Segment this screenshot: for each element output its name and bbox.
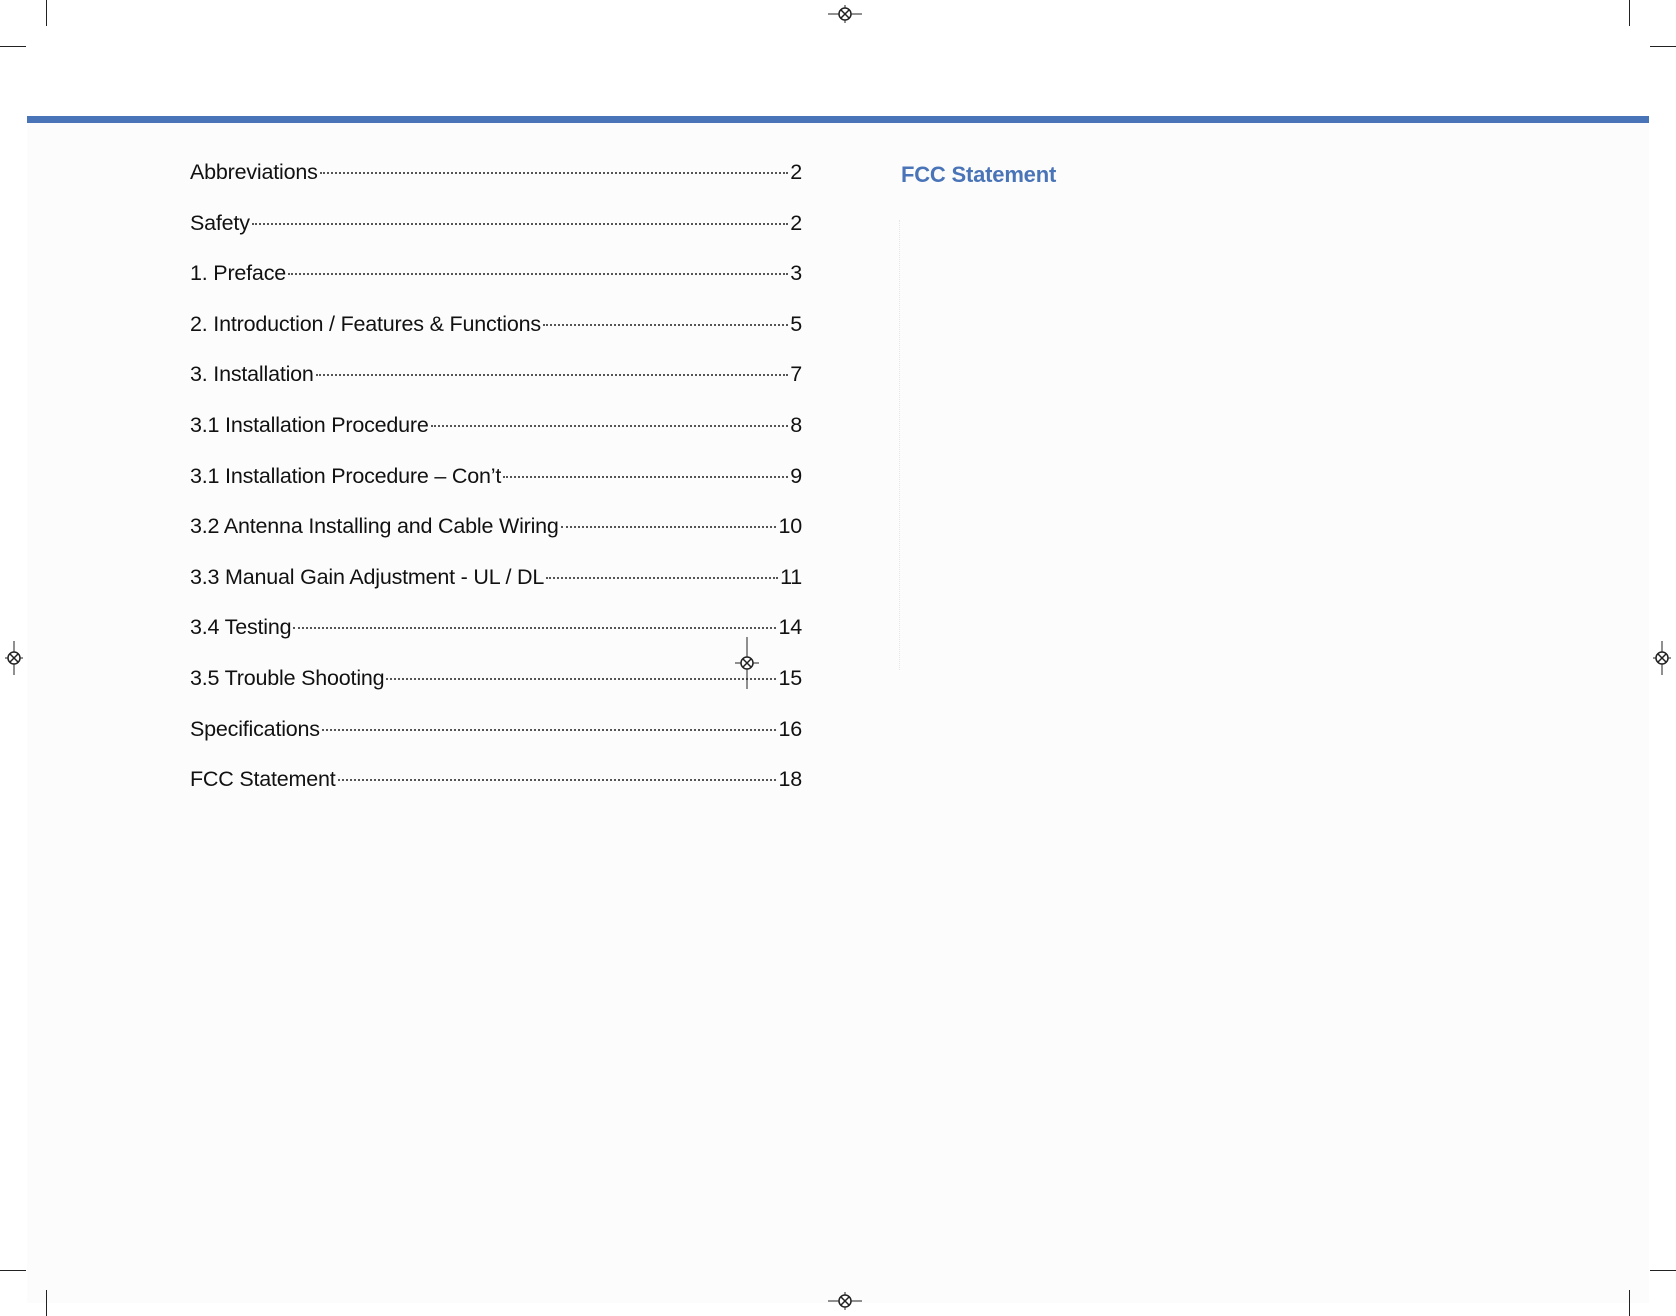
header-rule — [27, 116, 1649, 123]
table-of-contents — [190, 160, 802, 818]
toc-entry-title: FCC Statement — [190, 767, 336, 792]
crop-mark — [1629, 1290, 1630, 1316]
toc-entry[interactable] — [190, 514, 802, 565]
crop-mark — [1650, 46, 1676, 47]
crop-mark — [1629, 0, 1630, 26]
toc-entry[interactable] — [190, 261, 802, 312]
toc-dot-leader — [543, 324, 788, 326]
crop-mark — [0, 46, 26, 47]
crop-mark — [1650, 1270, 1676, 1271]
toc-entry-title: 3.1 Installation Procedure — [190, 412, 429, 437]
toc-entry-page: 3 — [790, 261, 802, 286]
registration-mark-icon — [5, 641, 23, 675]
toc-entry-page: 11 — [780, 564, 802, 589]
toc-dot-leader — [252, 223, 788, 225]
toc-dot-leader — [288, 273, 788, 275]
registration-mark-icon — [828, 5, 862, 23]
toc-entry-title: 3.4 Testing — [190, 615, 292, 640]
crop-mark — [46, 1290, 47, 1316]
toc-entry-page: 2 — [790, 160, 802, 184]
toc-entry-page: 5 — [790, 311, 802, 336]
toc-entry[interactable] — [190, 565, 802, 616]
toc-entry[interactable] — [190, 211, 802, 262]
toc-entry-title: 3. Installation — [190, 362, 314, 387]
registration-mark-icon — [735, 637, 759, 689]
toc-entry-page: 9 — [790, 463, 802, 488]
toc-dot-leader — [546, 577, 778, 579]
toc-entry[interactable] — [190, 666, 802, 717]
toc-entry-title: 3.1 Installation Procedure – Con’t — [190, 463, 502, 488]
toc-entry[interactable] — [190, 362, 802, 413]
toc-entry-title: 3.2 Antenna Installing and Cable Wiring — [190, 514, 559, 539]
toc-entry-page: 16 — [778, 716, 802, 741]
toc-entry[interactable] — [190, 160, 802, 211]
toc-entry-title: Safety — [190, 210, 250, 235]
faint-guide-line — [899, 220, 902, 670]
toc-entry[interactable] — [190, 413, 802, 464]
toc-entry-title: 3.5 Trouble Shooting — [190, 665, 385, 690]
toc-dot-leader — [386, 678, 776, 680]
toc-entry[interactable] — [190, 464, 802, 515]
toc-dot-leader — [316, 374, 789, 376]
toc-entry-page: 18 — [778, 767, 802, 792]
toc-entry-page: 10 — [778, 514, 802, 539]
crop-mark — [46, 0, 47, 26]
toc-entry-title: Abbreviations — [190, 160, 318, 184]
toc-entry-title: 1. Preface — [190, 261, 286, 286]
toc-entry[interactable] — [190, 312, 802, 363]
toc-entry-title: 2. Introduction / Features & Functions — [190, 311, 541, 336]
toc-dot-leader — [431, 425, 789, 427]
toc-dot-leader — [338, 779, 777, 781]
toc-entry[interactable] — [190, 767, 802, 818]
crop-mark — [0, 1270, 26, 1271]
toc-entry-title: 3.3 Manual Gain Adjustment - UL / DL — [190, 564, 545, 589]
toc-entry-title: Specifications — [190, 716, 320, 741]
toc-entry-page: 15 — [778, 665, 802, 690]
toc-dot-leader — [320, 172, 789, 174]
toc-entry-page: 7 — [790, 362, 802, 387]
fcc-statement-heading: FCC Statement — [901, 162, 1057, 187]
toc-dot-leader — [293, 627, 776, 629]
toc-entry[interactable] — [190, 717, 802, 768]
toc-entry[interactable] — [190, 615, 802, 666]
toc-dot-leader — [322, 729, 777, 731]
registration-mark-icon — [828, 1292, 862, 1310]
toc-entry-page: 8 — [790, 412, 802, 437]
toc-dot-leader — [561, 526, 777, 528]
registration-mark-icon — [1653, 641, 1671, 675]
toc-dot-leader — [503, 476, 788, 478]
toc-entry-page: 14 — [778, 615, 802, 640]
toc-entry-page: 2 — [790, 210, 802, 235]
